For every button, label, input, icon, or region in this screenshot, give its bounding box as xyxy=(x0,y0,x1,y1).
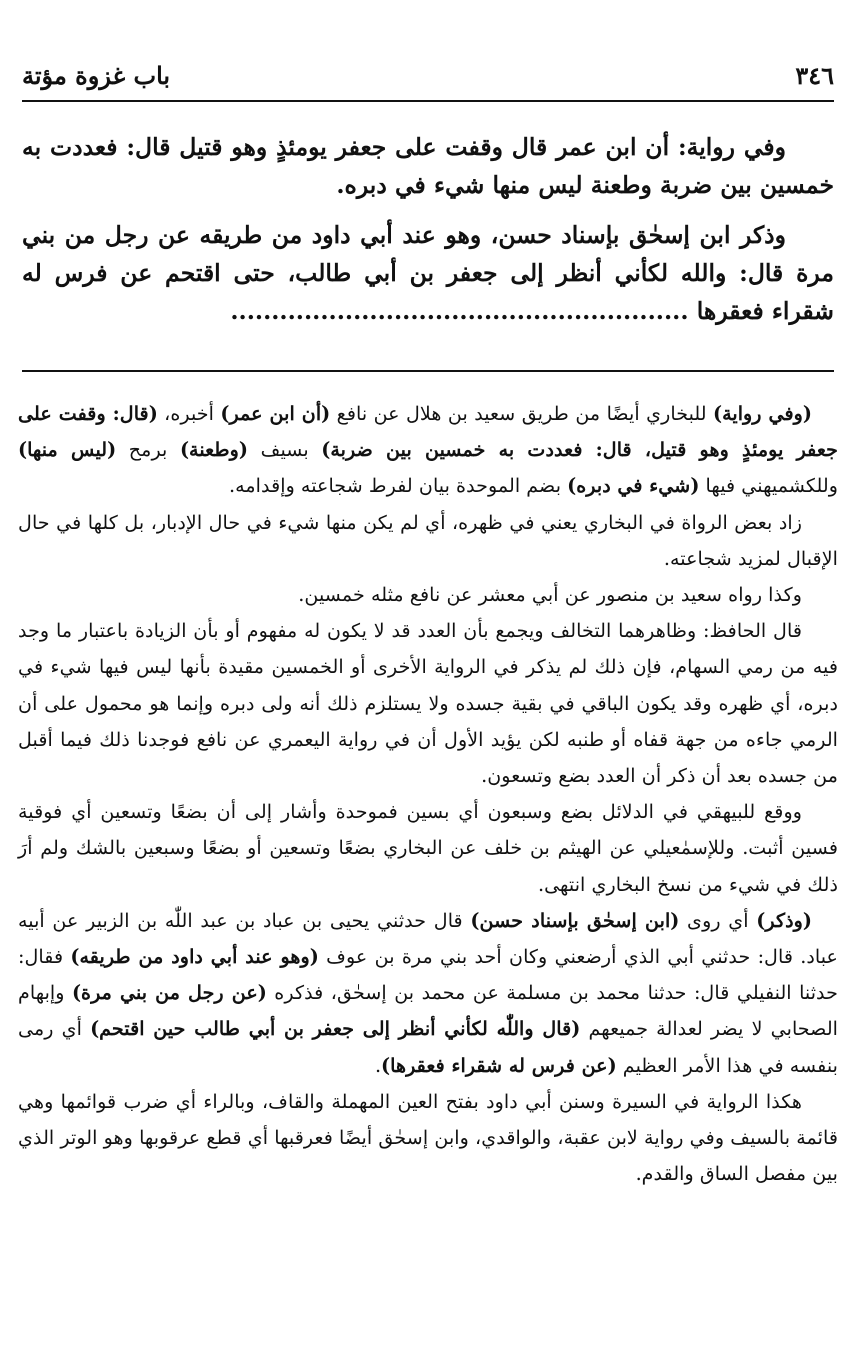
commentary-text: بسيف xyxy=(248,438,322,462)
commentary-text: للبخاري أيضًا من طريق سعيد بن هلال عن نافع xyxy=(330,402,713,425)
commentary-text: قال حدثني يحيى بن عباد بن عبد اللّٰه بن الزبير عن أبيه عباد. قال: حدثني أبي الذي أرضعني وكان أحد بني مرة بن عوف xyxy=(18,908,838,969)
quoted-text-bold: (ليس منها) xyxy=(18,438,117,462)
chapter-title: باب غزوة مؤتة xyxy=(22,60,171,90)
commentary-paragraph-5: ووقع للبيهقي في الدلائل بضع وسبعون أي بسين فموحدة وأشار إلى أن بضعًا وتسعين أي فوقية فسين أثبت. وللإسمٰعيلي عن الهيثم بن خلف عن البخاري بضعًا وتسعين أو بضعًا وسبعين بالشك ولم أرَ ذلك في شيء من نسخ البخاري انتهى. xyxy=(18,800,838,896)
page-number: ٣٤٦ xyxy=(795,60,834,90)
quoted-text-bold: (قال واللّٰه لكأني أنظر إلى جعفر بن أبي طالب حين اقتحم) xyxy=(90,1017,581,1041)
commentary-paragraph-1 xyxy=(18,396,838,505)
quoted-text-bold: (وهو عند أبي داود من طريقه) xyxy=(70,945,319,969)
quoted-text-bold: (عن فرس له شقراء فعقرها) xyxy=(381,1053,617,1077)
commentary-text: . xyxy=(374,1053,382,1077)
quoted-text-bold: (أن ابن عمر) xyxy=(220,402,331,425)
commentary-text: برمح xyxy=(116,438,180,462)
continuation-dots: ........................................................ xyxy=(230,297,689,325)
quoted-text-bold: (قال: وقفت على جعفر يومئذٍ وهو قتيل، قال: فعددت به خمسين بين ضربة) xyxy=(18,402,838,462)
commentary-separator-rule xyxy=(22,370,834,372)
main-text-paragraph-2 xyxy=(22,216,834,330)
commentary-paragraph-6 xyxy=(18,903,838,1084)
commentary-paragraph-4: قال الحافظ: وظاهرهما التخالف ويجمع بأن العدد قد لا يكون له مفهوم أو بأن الزيادة باعتبار ما وجد فيه من رمي السهام، فإن ذلك لم يذكر في الرواية الأخرى أو الخمسين مقيدة بأنها ليس فيها شيء في دبره، أي ظهره وقد يكون الباقي في بقية جسده ولا يستلزم ذلك أنه ولى دبره وإنما هو محمول على أن الرمي جاءه من جهة قفاه أو طنبه لكن يؤيد الأول أن في رواية اليعمري عن نافع فوجدنا ذلك فيما أقبل من جسده بعد أن ذكر أن العدد بضع وتسعون. xyxy=(18,619,838,788)
quoted-text-bold: (وطعنة) xyxy=(179,438,248,462)
main-text xyxy=(22,128,834,342)
page-header xyxy=(22,58,834,92)
commentary-text: بضم الموحدة بيان لفرط شجاعته وإقدامه. xyxy=(229,474,568,498)
commentary-text: فقال: حدثنا النفيلي قال: حدثنا محمد بن مسلمة عن محمد بن إسحٰق، فذكره xyxy=(18,945,838,1005)
commentary-paragraph-2: زاد بعض الرواة في البخاري يعني في ظهره، أي لم يكن منها شيء في حال الإدبار، بل كلها في حال الإقبال لمزيد شجاعته. xyxy=(18,510,838,570)
quoted-text-bold: (عن رجل من بني مرة) xyxy=(71,981,267,1005)
commentary-text: أي رمى بنفسه في هذا الأمر العظيم xyxy=(18,1017,838,1077)
commentary-text: أي روى xyxy=(679,908,757,932)
quoted-text-bold: (شيء في دبره) xyxy=(567,474,700,498)
main-text-paragraph-2-text: وذكر ابن إسحٰق بإسناد حسن، وهو عند أبي داود من طريقه عن رجل من بني مرة قال: والله لكأني أنظر إلى جعفر بن أبي طالب، حتى اقتحم عن فرس له شقراء فعقرها xyxy=(22,221,834,325)
commentary-text: وإبهام الصحابي لا يضر لعدالة جميعهم xyxy=(18,981,838,1041)
commentary-text: وللكشميهني فيها xyxy=(699,474,838,498)
quoted-text-bold: (وفي رواية) xyxy=(712,402,813,425)
header-rule xyxy=(22,100,834,102)
commentary-paragraph-3: وكذا رواه سعيد بن منصور عن أبي معشر عن نافع مثله خمسين. xyxy=(298,583,802,607)
quoted-text-bold: (وذكر) xyxy=(756,908,812,932)
main-text-paragraph-1: وفي رواية: أن ابن عمر قال وقفت على جعفر يومئذٍ وهو قتيل قال: فعددت به خمسين بين ضربة وطعنة ليس منها شيء في دبره. xyxy=(22,133,834,199)
commentary-text: أخبره، xyxy=(157,402,221,425)
commentary xyxy=(18,396,838,1192)
quoted-text-bold: (ابن إسحٰق بإسناد حسن) xyxy=(470,908,680,932)
commentary-paragraph-7: هكذا الرواية في السيرة وسنن أبي داود بفتح العين المهملة والقاف، وبالراء أي ضرب قوائمها وهي قائمة بالسيف وفي رواية لابن عقبة، والواقدي، وابن إسحٰق أيضًا فعرقبها أي قطع عرقوبها وهو الوتر الذي بين مفصل الساق والقدم. xyxy=(18,1089,838,1186)
